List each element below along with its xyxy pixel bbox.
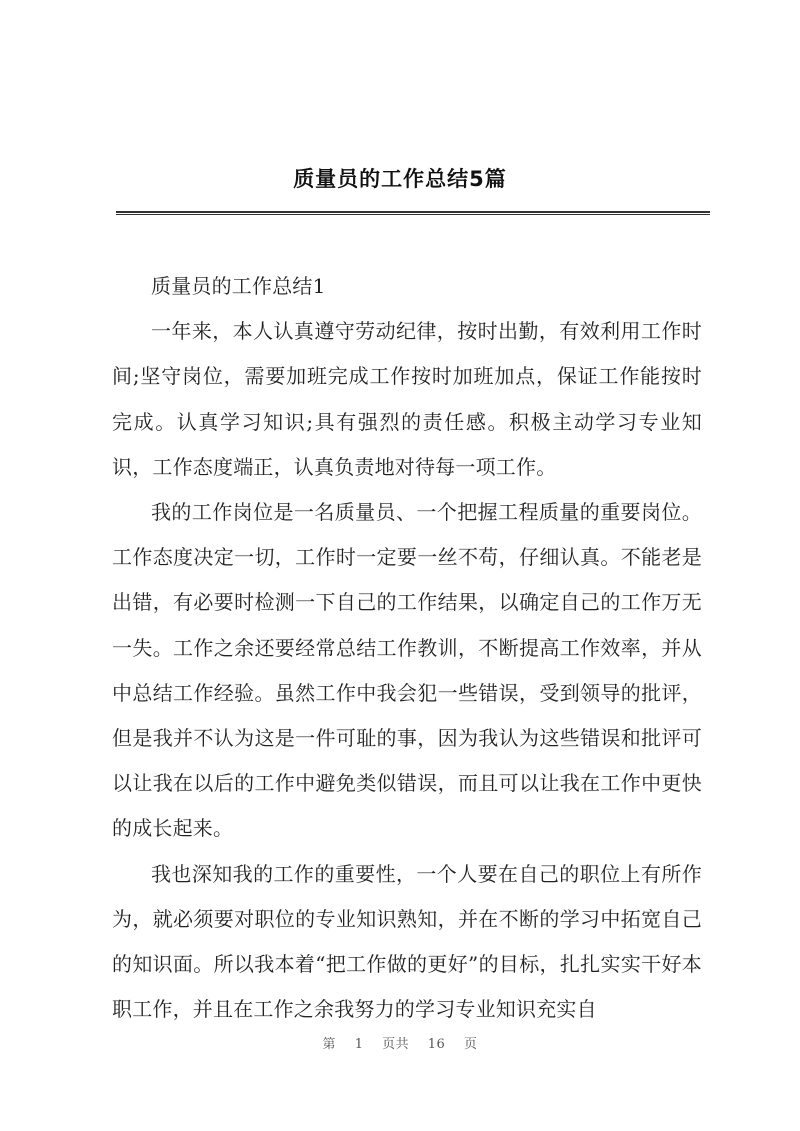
paragraph-1: 一年来，本人认真遵守劳动纪律，按时出勤，有效利用工作时间;坚守岗位，需要加班完成工作按时加班加点，保证工作能按时完成。认真学习知识;具有强烈的责任感。积极主动学习专业知识，工作态度端正，认真负责地对待每一项工作。 bbox=[112, 319, 702, 479]
paragraph-3: 我也深知我的工作的重要性，一个人要在自己的职位上有所作为，就必须要对职位的专业知识熟知，并在不断的学习中拓宽自己的知识面。所以我本着“把工作做的更好”的目标，扎扎实实干好本职工作，并且在工作之余我努力的学习专业知识充实自 bbox=[112, 861, 702, 1022]
paragraph-2: 我的工作岗位是一名质量员、一个把握工程质量的重要岗位。工作态度决定一切，工作时一定要一丝不苟，仔细认真。不能老是出错，有必要时检测一下自己的工作结果，以确定自己的工作万无一失。工作之余还要经常总结工作教训，不断提高工作效率，并从中总结工作经验。虽然工作中我会犯一些错误，受到领导的批评，但是我并不认为这是一件可耻的事，因为我认为这些错误和批评可以让我在以后的工作中避免类似错误，而且可以让我在工作中更快的成长起来。 bbox=[112, 500, 702, 841]
footer-current-page: 1 bbox=[354, 1037, 364, 1052]
footer-label-end: 页 bbox=[463, 1037, 478, 1052]
document-title: 质量员的工作总结5篇 bbox=[293, 167, 507, 191]
page-footer bbox=[0, 1033, 800, 1052]
section-heading: 质量员的工作总结1 bbox=[151, 274, 326, 298]
footer-label-of: 页共 bbox=[382, 1037, 410, 1052]
title-divider bbox=[116, 211, 710, 215]
document-body bbox=[112, 264, 702, 1032]
footer-total-pages: 16 bbox=[427, 1037, 446, 1052]
footer-label-page: 第 bbox=[322, 1037, 337, 1052]
